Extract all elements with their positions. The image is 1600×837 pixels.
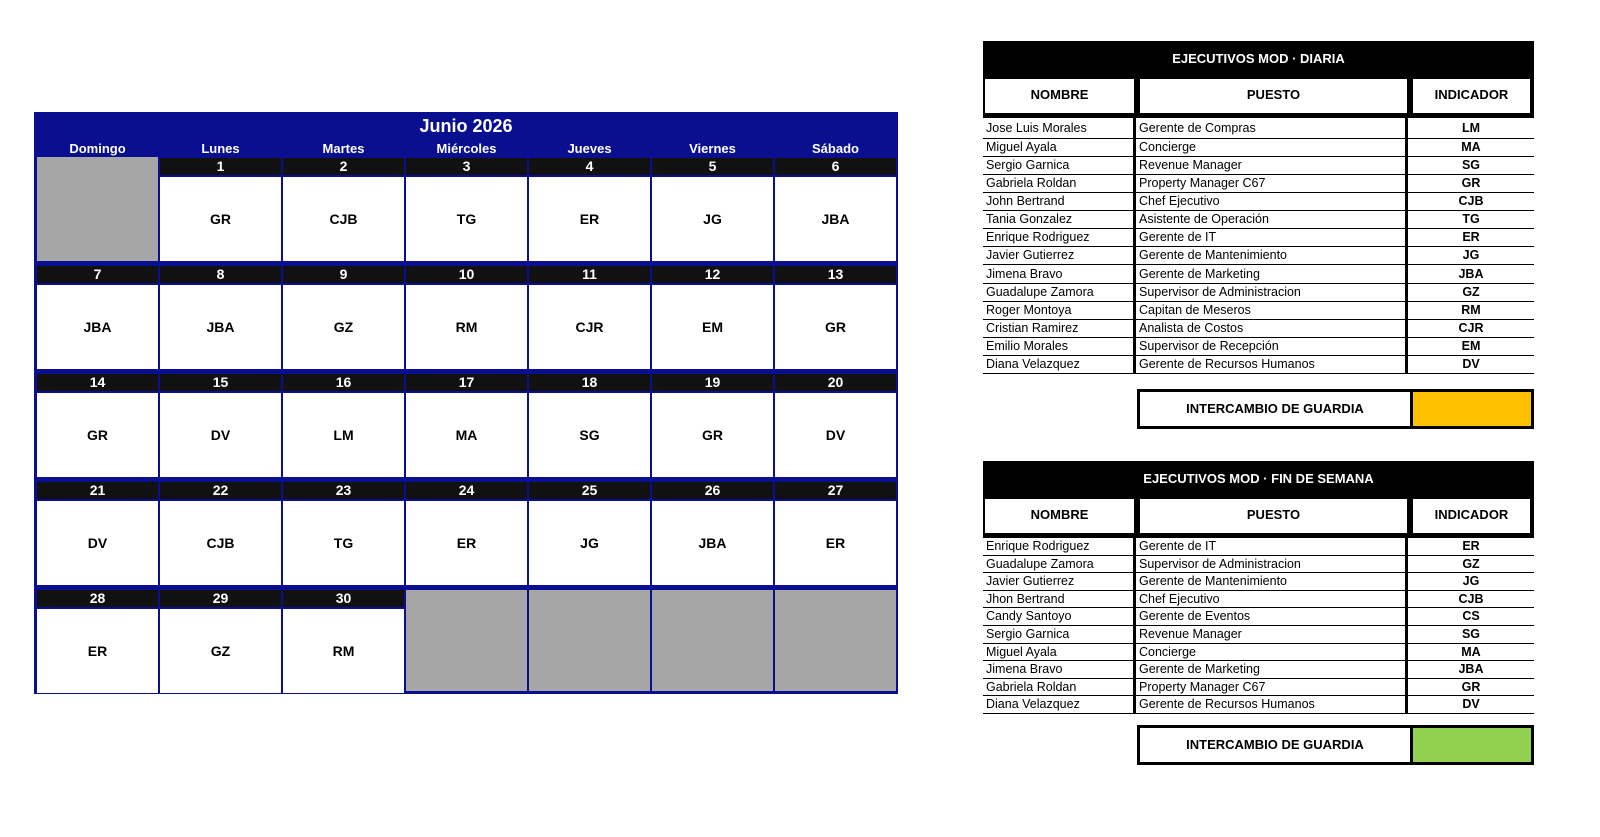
executive-role: Gerente de Recursos Humanos <box>1136 356 1408 374</box>
table-row <box>983 265 1534 284</box>
executive-name: Sergio Garnica <box>983 626 1136 644</box>
executive-role: Supervisor de Administracion <box>1136 556 1408 574</box>
day-number: 3 <box>406 158 527 175</box>
day-number: 11 <box>529 266 650 283</box>
day-cell-indicator[interactable]: GR <box>652 393 773 477</box>
calendar <box>34 112 898 694</box>
executive-name: Jose Luis Morales <box>983 118 1136 139</box>
executive-role: Gerente de IT <box>1136 538 1408 556</box>
executive-name: Diana Velazquez <box>983 696 1136 714</box>
table-row <box>983 661 1534 679</box>
table-row <box>983 591 1534 609</box>
day-number: 28 <box>37 590 158 607</box>
day-number: 2 <box>283 158 404 175</box>
executive-indicator: JG <box>1408 573 1534 591</box>
executive-indicator: GZ <box>1408 556 1534 574</box>
day-number: 26 <box>652 482 773 499</box>
executive-indicator: EM <box>1408 338 1534 356</box>
executive-role: Chef Ejecutivo <box>1136 591 1408 609</box>
day-number: 1 <box>160 158 281 175</box>
executive-role: Analista de Costos <box>1136 320 1408 338</box>
executive-name: Gabriela Roldan <box>983 679 1136 697</box>
day-number: 16 <box>283 374 404 391</box>
empty-day-cell <box>37 157 158 261</box>
table-row <box>983 175 1534 193</box>
weekday-header: Sábado <box>812 141 859 156</box>
day-number: 12 <box>652 266 773 283</box>
day-cell-indicator[interactable]: CJR <box>529 285 650 369</box>
weekend-legend <box>1137 725 1534 765</box>
executive-indicator: JBA <box>1408 265 1534 284</box>
executive-name: Miguel Ayala <box>983 644 1136 662</box>
executive-indicator: CJR <box>1408 320 1534 338</box>
day-cell-indicator[interactable]: JBA <box>775 177 896 261</box>
header-indicador: INDICADOR <box>1411 77 1532 115</box>
day-cell-indicator[interactable]: LM <box>283 393 404 477</box>
executive-role: Capitan de Meseros <box>1136 302 1408 320</box>
executive-name: Diana Velazquez <box>983 356 1136 374</box>
day-number: 10 <box>406 266 527 283</box>
table-row <box>983 608 1534 626</box>
table-row <box>983 356 1534 374</box>
table-row <box>983 556 1534 574</box>
executive-role: Asistente de Operación <box>1136 211 1408 229</box>
day-cell-indicator[interactable]: GR <box>160 177 281 261</box>
executive-role: Supervisor de Recepción <box>1136 338 1408 356</box>
day-number: 6 <box>775 158 896 175</box>
day-cell-indicator[interactable]: JBA <box>160 285 281 369</box>
executive-indicator: ER <box>1408 229 1534 247</box>
executive-role: Property Manager C67 <box>1136 679 1408 697</box>
executive-indicator: DV <box>1408 356 1534 374</box>
empty-day-cell <box>775 590 896 691</box>
header-nombre: NOMBRE <box>983 77 1136 115</box>
table-row <box>983 247 1534 265</box>
day-number: 21 <box>37 482 158 499</box>
day-cell-indicator[interactable]: TG <box>283 501 404 585</box>
weekend-table-header <box>983 497 1534 535</box>
day-cell-indicator[interactable]: GR <box>775 285 896 369</box>
executive-role: Gerente de IT <box>1136 229 1408 247</box>
weekend-executives-table <box>983 461 1534 714</box>
day-cell-indicator[interactable]: JG <box>529 501 650 585</box>
day-cell-indicator[interactable]: TG <box>406 177 527 261</box>
executive-role: Gerente de Eventos <box>1136 608 1408 626</box>
day-number: 22 <box>160 482 281 499</box>
executive-indicator: SG <box>1408 626 1534 644</box>
empty-day-cell <box>652 590 773 691</box>
executive-name: Jimena Bravo <box>983 661 1136 679</box>
executive-name: Tania Gonzalez <box>983 211 1136 229</box>
table-row <box>983 679 1534 697</box>
table-row <box>983 626 1534 644</box>
executive-name: Guadalupe Zamora <box>983 556 1136 574</box>
daily-table-title: EJECUTIVOS MOD · DIARIA <box>1172 51 1345 66</box>
executive-name: Miguel Ayala <box>983 139 1136 157</box>
day-cell-indicator[interactable]: DV <box>160 393 281 477</box>
day-cell-indicator[interactable]: JBA <box>652 501 773 585</box>
day-number: 27 <box>775 482 896 499</box>
day-cell-indicator[interactable]: SG <box>529 393 650 477</box>
table-row <box>983 320 1534 338</box>
day-cell-indicator[interactable]: RM <box>406 285 527 369</box>
executive-role: Property Manager C67 <box>1136 175 1408 193</box>
day-number: 14 <box>37 374 158 391</box>
executive-role: Concierge <box>1136 139 1408 157</box>
day-cell-indicator[interactable]: JBA <box>37 285 158 369</box>
executive-indicator: GZ <box>1408 284 1534 302</box>
weekday-header: Jueves <box>567 141 612 156</box>
executive-role: Revenue Manager <box>1136 157 1408 175</box>
executive-role: Gerente de Marketing <box>1136 661 1408 679</box>
day-number: 7 <box>37 266 158 283</box>
day-number: 30 <box>283 590 404 607</box>
day-cell-indicator[interactable]: JG <box>652 177 773 261</box>
executive-indicator: GR <box>1408 175 1534 193</box>
day-cell-indicator[interactable]: GZ <box>283 285 404 369</box>
day-cell-indicator[interactable]: DV <box>775 393 896 477</box>
executive-indicator: ER <box>1408 538 1534 556</box>
header-puesto: PUESTO <box>1138 497 1409 535</box>
weekend-table-title: EJECUTIVOS MOD · FIN DE SEMANA <box>1143 471 1374 486</box>
day-cell-indicator[interactable]: GR <box>37 393 158 477</box>
daily-legend-swatch <box>1413 392 1531 426</box>
executive-indicator: CS <box>1408 608 1534 626</box>
executive-name: Guadalupe Zamora <box>983 284 1136 302</box>
day-cell-indicator[interactable]: GZ <box>160 609 281 693</box>
executive-role: Gerente de Mantenimiento <box>1136 247 1408 265</box>
day-number: 20 <box>775 374 896 391</box>
day-cell-indicator[interactable]: EM <box>652 285 773 369</box>
day-number: 8 <box>160 266 281 283</box>
executive-indicator: MA <box>1408 644 1534 662</box>
executive-name: Cristian Ramirez <box>983 320 1136 338</box>
weekday-header: Miércoles <box>436 141 497 156</box>
executive-indicator: DV <box>1408 696 1534 714</box>
executive-role: Supervisor de Administracion <box>1136 284 1408 302</box>
table-row <box>983 193 1534 211</box>
weekday-header: Martes <box>322 141 365 156</box>
executive-name: Javier Gutierrez <box>983 247 1136 265</box>
table-row <box>983 139 1534 157</box>
weekend-legend-swatch <box>1413 728 1531 762</box>
table-row <box>983 644 1534 662</box>
day-number: 4 <box>529 158 650 175</box>
executive-indicator: GR <box>1408 679 1534 697</box>
executive-indicator: RM <box>1408 302 1534 320</box>
daily-legend-label: INTERCAMBIO DE GUARDIA <box>1140 392 1410 426</box>
table-row <box>983 157 1534 175</box>
day-cell-indicator[interactable]: MA <box>406 393 527 477</box>
table-row <box>983 573 1534 591</box>
executive-name: Enrique Rodriguez <box>983 229 1136 247</box>
day-number: 15 <box>160 374 281 391</box>
table-row <box>983 302 1534 320</box>
calendar-title: Junio 2026 <box>419 116 513 136</box>
table-row <box>983 284 1534 302</box>
day-cell-indicator[interactable]: CJB <box>160 501 281 585</box>
day-cell-indicator[interactable]: ER <box>775 501 896 585</box>
weekend-table-body <box>983 537 1534 714</box>
day-number: 19 <box>652 374 773 391</box>
executive-role: Gerente de Recursos Humanos <box>1136 696 1408 714</box>
executive-name: Jhon Bertrand <box>983 591 1136 609</box>
header-nombre: NOMBRE <box>983 497 1136 535</box>
executive-name: Javier Gutierrez <box>983 573 1136 591</box>
day-number: 5 <box>652 158 773 175</box>
executive-role: Gerente de Mantenimiento <box>1136 573 1408 591</box>
weekday-header: Domingo <box>69 141 126 156</box>
executive-name: John Bertrand <box>983 193 1136 211</box>
day-number: 29 <box>160 590 281 607</box>
daily-legend <box>1137 389 1534 429</box>
day-number: 13 <box>775 266 896 283</box>
executive-indicator: CJB <box>1408 193 1534 211</box>
table-row <box>983 696 1534 714</box>
day-number: 18 <box>529 374 650 391</box>
weekday-header: Lunes <box>201 141 240 156</box>
executive-name: Gabriela Roldan <box>983 175 1136 193</box>
day-number: 25 <box>529 482 650 499</box>
day-cell-indicator[interactable]: ER <box>406 501 527 585</box>
table-row <box>983 338 1534 356</box>
weekday-header: Viernes <box>689 141 736 156</box>
executive-role: Gerente de Marketing <box>1136 265 1408 284</box>
table-row <box>983 229 1534 247</box>
executive-name: Roger Montoya <box>983 302 1136 320</box>
day-number: 9 <box>283 266 404 283</box>
executive-indicator: JBA <box>1408 661 1534 679</box>
table-row <box>983 118 1534 139</box>
empty-day-cell <box>529 590 650 691</box>
executive-role: Chef Ejecutivo <box>1136 193 1408 211</box>
daily-executives-table <box>983 41 1534 374</box>
day-cell-indicator[interactable]: ER <box>529 177 650 261</box>
weekend-legend-label: INTERCAMBIO DE GUARDIA <box>1140 728 1410 762</box>
day-number: 23 <box>283 482 404 499</box>
daily-table-body <box>983 117 1534 374</box>
executive-name: Enrique Rodriguez <box>983 538 1136 556</box>
executive-name: Sergio Garnica <box>983 157 1136 175</box>
executive-name: Jimena Bravo <box>983 265 1136 284</box>
executive-indicator: MA <box>1408 139 1534 157</box>
empty-day-cell <box>406 590 527 691</box>
executive-indicator: TG <box>1408 211 1534 229</box>
executive-role: Concierge <box>1136 644 1408 662</box>
executive-indicator: JG <box>1408 247 1534 265</box>
day-cell-indicator[interactable]: CJB <box>283 177 404 261</box>
executive-indicator: CJB <box>1408 591 1534 609</box>
executive-role: Revenue Manager <box>1136 626 1408 644</box>
executive-name: Emilio Morales <box>983 338 1136 356</box>
executive-role: Gerente de Compras <box>1136 118 1408 139</box>
daily-table-header <box>983 77 1534 115</box>
table-row <box>983 538 1534 556</box>
executive-indicator: LM <box>1408 118 1534 139</box>
day-cell-indicator[interactable]: DV <box>37 501 158 585</box>
table-row <box>983 211 1534 229</box>
day-cell-indicator[interactable]: RM <box>283 609 404 693</box>
executive-name: Candy Santoyo <box>983 608 1136 626</box>
executive-indicator: SG <box>1408 157 1534 175</box>
header-puesto: PUESTO <box>1138 77 1409 115</box>
header-indicador: INDICADOR <box>1411 497 1532 535</box>
day-cell-indicator[interactable]: ER <box>37 609 158 693</box>
day-number: 24 <box>406 482 527 499</box>
day-number: 17 <box>406 374 527 391</box>
